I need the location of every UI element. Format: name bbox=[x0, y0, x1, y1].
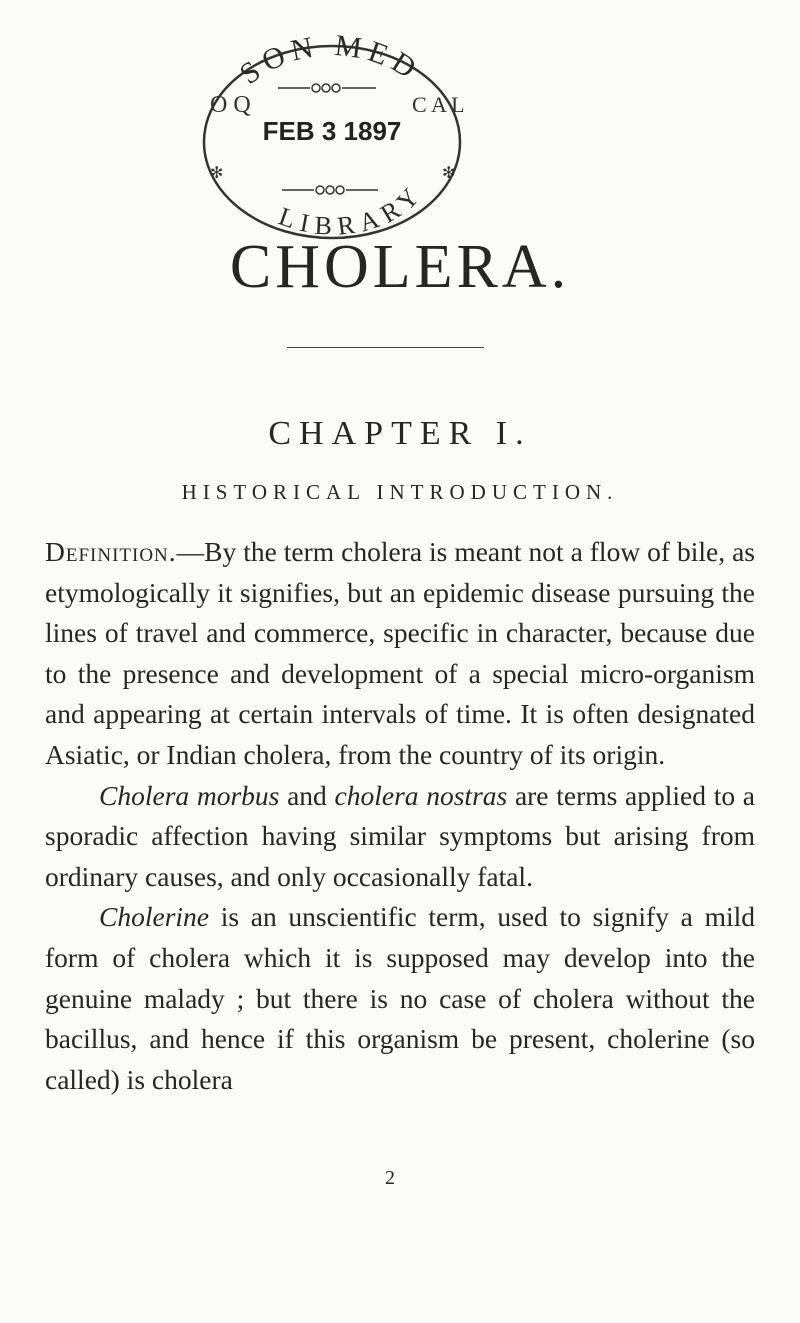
library-stamp bbox=[190, 30, 475, 240]
joiner-text: and bbox=[279, 779, 335, 811]
term-italic: cholera nostras bbox=[334, 779, 508, 811]
body-text bbox=[45, 532, 755, 1100]
section-heading: HISTORICAL INTRODUCTION. bbox=[181, 480, 619, 504]
stamp-seal bbox=[190, 30, 475, 240]
paragraph-cholerine bbox=[45, 897, 755, 1100]
page-number: 2 bbox=[385, 1167, 395, 1189]
paragraph-text: —By the term cholera is meant not a flow of bile, as etymologically it signifies, but an epidemic disease pursuing the lines of travel and commerce, specific in character, because due to the presence and development of a special micro-organism and appearing at certain intervals of time. It is often designated Asiatic, or Indian cholera, from the country of its origin. bbox=[45, 536, 755, 770]
stamp-ornament-bottom bbox=[282, 186, 378, 194]
term-italic: Cholera morbus bbox=[99, 779, 280, 811]
stamp-right-star-icon: ✻ bbox=[442, 163, 456, 182]
title-divider bbox=[287, 347, 484, 348]
paragraph-text: is an unscientific term, used to signify a mild form of cholera which it is supposed may develop into the genuine malady ; but there is no case of cholera without the bacillus, and hence if this organism be present, cholerine (so called) is cholera bbox=[45, 901, 755, 1095]
stamp-date: FEB 3 1897 bbox=[262, 116, 402, 146]
page-title: CHOLERA. bbox=[229, 233, 571, 301]
paragraph-cholera-morbus bbox=[45, 776, 755, 898]
paragraph-definition bbox=[45, 532, 755, 776]
stamp-top-arc-text: SON MED bbox=[233, 30, 427, 91]
stamp-right-letters: C A L bbox=[412, 92, 465, 117]
definition-lead: Definition. bbox=[45, 536, 177, 567]
term-italic: Cholerine bbox=[99, 901, 209, 933]
paragraph-text: are terms applied to a sporadic affection having similar symptoms but arising from ordinary causes, and only occasionally fatal. bbox=[45, 779, 755, 892]
stamp-ornament-top bbox=[278, 84, 376, 92]
stamp-bottom-arc-text: LIBRARY bbox=[274, 177, 430, 240]
stamp-left-star-icon: ✻ bbox=[210, 163, 224, 182]
stamp-left-letters: O Q bbox=[210, 92, 251, 118]
chapter-heading: CHAPTER I. bbox=[268, 415, 532, 452]
